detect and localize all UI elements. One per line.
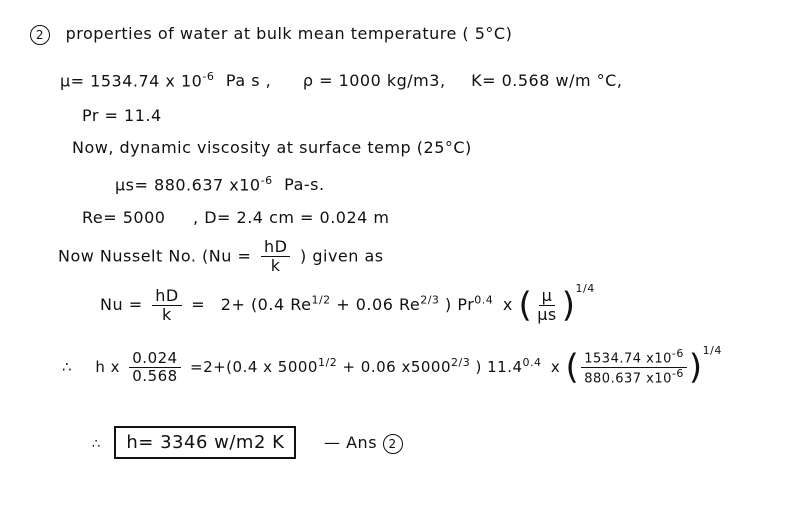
answer-therefore: ∴	[92, 437, 101, 452]
nusselt-definition-fraction	[261, 238, 290, 276]
answer-box: h= 3346 w/m2 K	[114, 426, 296, 459]
reynolds-line	[82, 208, 390, 227]
answer-label: — Ans	[324, 433, 378, 452]
sub-ratio-num-text: 1534.74 x10	[584, 351, 672, 367]
fraction-numerator: hD	[261, 238, 290, 257]
nusselt-suffix: ) given as	[300, 246, 384, 266]
mus-text: μs= 880.637 x10	[115, 175, 261, 195]
sub-body-2: + 0.06 x5000	[342, 358, 452, 376]
reynolds-value: Re= 5000	[82, 208, 166, 227]
sub-left-paren: (	[565, 347, 580, 388]
sub-right-paren: )	[688, 347, 703, 388]
nu-fraction-numerator: hD	[152, 287, 181, 306]
mus-unit: Pa-s.	[284, 175, 325, 195]
viscosity-exponent: -6	[202, 70, 215, 83]
heading-text: properties of water at bulk mean temperature ( 5°C)	[65, 24, 513, 43]
nu-times: x	[502, 295, 513, 314]
sub-viscosity-ratio	[581, 348, 687, 388]
density-value: ρ = 1000 kg/m3,	[302, 71, 446, 91]
nu-body-3: ) Pr	[445, 295, 475, 314]
viscosity-unit: Pa s ,	[225, 71, 272, 91]
nu-exp-half: 1/2	[311, 293, 331, 307]
question-number-badge: 2	[30, 25, 50, 45]
sub-ratio-denominator	[581, 368, 687, 387]
sub-fraction	[129, 350, 180, 386]
nu-body-1: 2+ (0.4 Re	[220, 295, 312, 314]
sub-ratio-num-exp: -6	[671, 346, 684, 360]
surface-viscosity-value	[115, 174, 325, 194]
nu-fraction	[152, 287, 181, 325]
nu-exp-twothirds: 2/3	[420, 293, 440, 307]
surface-viscosity-line: Now, dynamic viscosity at surface temp (25°C)	[72, 138, 472, 157]
nusselt-prefix: Now Nusselt No. (Nu =	[58, 246, 252, 266]
nu-fraction-denominator: k	[162, 305, 172, 324]
substitution-line	[62, 344, 722, 387]
sub-ratio-den-text: 880.637 x10	[584, 371, 672, 387]
nusselt-correlation	[100, 282, 595, 324]
nu-exp-pr: 0.4	[474, 293, 494, 307]
nu-lhs: Nu =	[100, 295, 143, 314]
left-paren: (	[518, 285, 533, 326]
nu-equals: =	[191, 295, 206, 314]
right-paren: )	[561, 285, 576, 326]
sub-exp-pr: 0.4	[522, 356, 542, 369]
sub-exp-quarter: 1/4	[702, 344, 722, 357]
nusselt-intro-line	[58, 238, 384, 276]
sub-fraction-numerator: 0.024	[129, 350, 180, 368]
ratio-denominator: μs	[537, 305, 557, 324]
answer-line	[92, 426, 403, 459]
prandtl-line: Pr = 11.4	[82, 106, 162, 125]
sub-body-1: =2+(0.4 x 5000	[190, 358, 318, 376]
mus-exponent: -6	[260, 174, 273, 187]
conductivity-value: K= 0.568 w/m °C,	[471, 71, 623, 91]
sub-times: x	[550, 358, 561, 376]
fraction-denominator: k	[270, 256, 281, 276]
viscosity-value: μ= 1534.74 x 10	[60, 71, 203, 91]
sub-exp-half: 1/2	[317, 356, 338, 369]
viscosity-ratio	[534, 287, 560, 325]
sub-ratio-den-exp: -6	[671, 367, 684, 380]
answer-number-badge: 2	[383, 434, 403, 454]
nu-exp-quarter: 1/4	[575, 282, 595, 295]
sub-h: h x	[95, 358, 120, 376]
ratio-numerator: μ	[539, 287, 556, 306]
nu-body-2: + 0.06 Re	[336, 295, 421, 314]
properties-line	[60, 70, 622, 90]
sub-ratio-numerator	[581, 348, 687, 368]
sub-exp-twothirds: 2/3	[451, 356, 471, 369]
sub-body-3: ) 11.4	[475, 358, 523, 376]
sub-fraction-denominator: 0.568	[132, 367, 178, 385]
diameter-value: , D= 2.4 cm = 0.024 m	[193, 208, 390, 227]
heading	[30, 24, 512, 45]
therefore-symbol: ∴	[62, 358, 73, 376]
